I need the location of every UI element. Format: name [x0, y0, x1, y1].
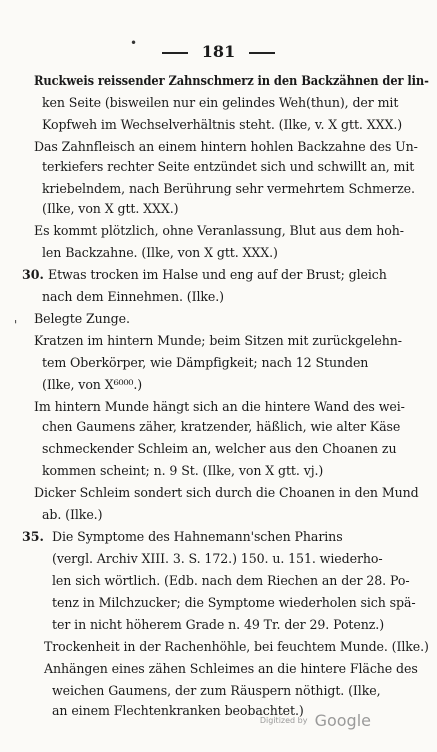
text-line: Kopfweh im Wechselverhältnis steht. (Ilke, v. X gtt. XXX.)	[42, 117, 403, 132]
text-line: tem Oberkörper, wie Dämpfigkeit; nach 12 Stunden	[42, 355, 369, 370]
text-line: (Ilke, von X⁶⁰⁰⁰.)	[42, 377, 143, 392]
entry-number: 30.	[22, 267, 44, 282]
text-line: Es kommt plötzlich, ohne Veranlassung, Blut aus dem hoh-	[34, 223, 404, 238]
header-dash-right	[249, 52, 275, 54]
text-line: Dicker Schleim sondert sich durch die Choanen in den Mund	[34, 485, 419, 500]
text-line: kommen scheint; n. 9 St. (Ilke, von X gtt. vj.)	[42, 463, 324, 478]
text-line: Das Zahnfleisch an einem hintern hohlen Backzahne des Un-	[34, 139, 418, 154]
ink-mark: •	[130, 36, 138, 50]
text-line: ken Seite (bisweilen nur ein gelindes Weh(thun), der mit	[42, 95, 399, 110]
text-line: Trockenheit in der Rachenhöhle, bei feuchtem Munde. (Ilke.)	[44, 639, 429, 654]
text-line: tenz in Milchzucker; die Symptome wiederholen sich spä-	[52, 595, 416, 610]
text-line: weichen Gaumens, der zum Räuspern nöthigt. (Ilke,	[52, 683, 381, 698]
text-line: len Backzahne. (Ilke, von X gtt. XXX.)	[42, 245, 278, 260]
text-line: kriebelndem, nach Berührung sehr vermehrtem Schmerze.	[42, 181, 415, 196]
text-line: terkiefers rechter Seite entzündet sich und schwillt an, mit	[42, 159, 415, 174]
text-line: (Ilke, von X gtt. XXX.)	[42, 201, 179, 216]
text-line: chen Gaumens zäher, kratzender, häßlich, wie alter Käse	[42, 419, 401, 434]
text-line: Ruckweis reissender Zahnschmerz in den Backzähnen der lin-	[34, 73, 429, 88]
text-line: (vergl. Archiv XIII. 3. S. 172.) 150. u. 151. wiederho-	[52, 551, 383, 566]
text-line: schmeckender Schleim an, welcher aus den Choanen zu	[42, 441, 397, 456]
entry-number: 35.	[22, 529, 44, 544]
text-line: an einem Flechtenkranken beobachtet.)	[52, 703, 304, 718]
ink-mark: '	[14, 318, 18, 332]
text-line: Die Symptome des Hahnemann'schen Pharins	[52, 529, 343, 544]
text-line: Etwas trocken im Halse und eng auf der Brust; gleich	[48, 267, 387, 282]
text-line: Belegte Zunge.	[34, 311, 130, 326]
text-line: ab. (Ilke.)	[42, 507, 103, 522]
watermark-brand: Google	[314, 711, 371, 730]
text-line: nach dem Einnehmen. (Ilke.)	[42, 289, 224, 304]
text-line: Im hintern Munde hängt sich an die hintere Wand des wei-	[34, 399, 405, 414]
text-line: len sich wörtlich. (Edb. nach dem Riechen an der 28. Po-	[52, 573, 410, 588]
text-line: Kratzen im hintern Munde; beim Sitzen mit zurückgelehn-	[34, 333, 402, 348]
text-line: Anhängen eines zähen Schleimes an die hintere Fläche des	[44, 661, 418, 676]
digitized-watermark	[260, 710, 371, 730]
header-dash-left	[162, 52, 188, 54]
watermark-prefix: Digitized by	[259, 716, 308, 725]
text-line: ter in nicht höherem Grade n. 49 Tr. der 29. Potenz.)	[52, 617, 385, 632]
page-header	[0, 42, 437, 61]
page-number: 181	[201, 42, 236, 61]
